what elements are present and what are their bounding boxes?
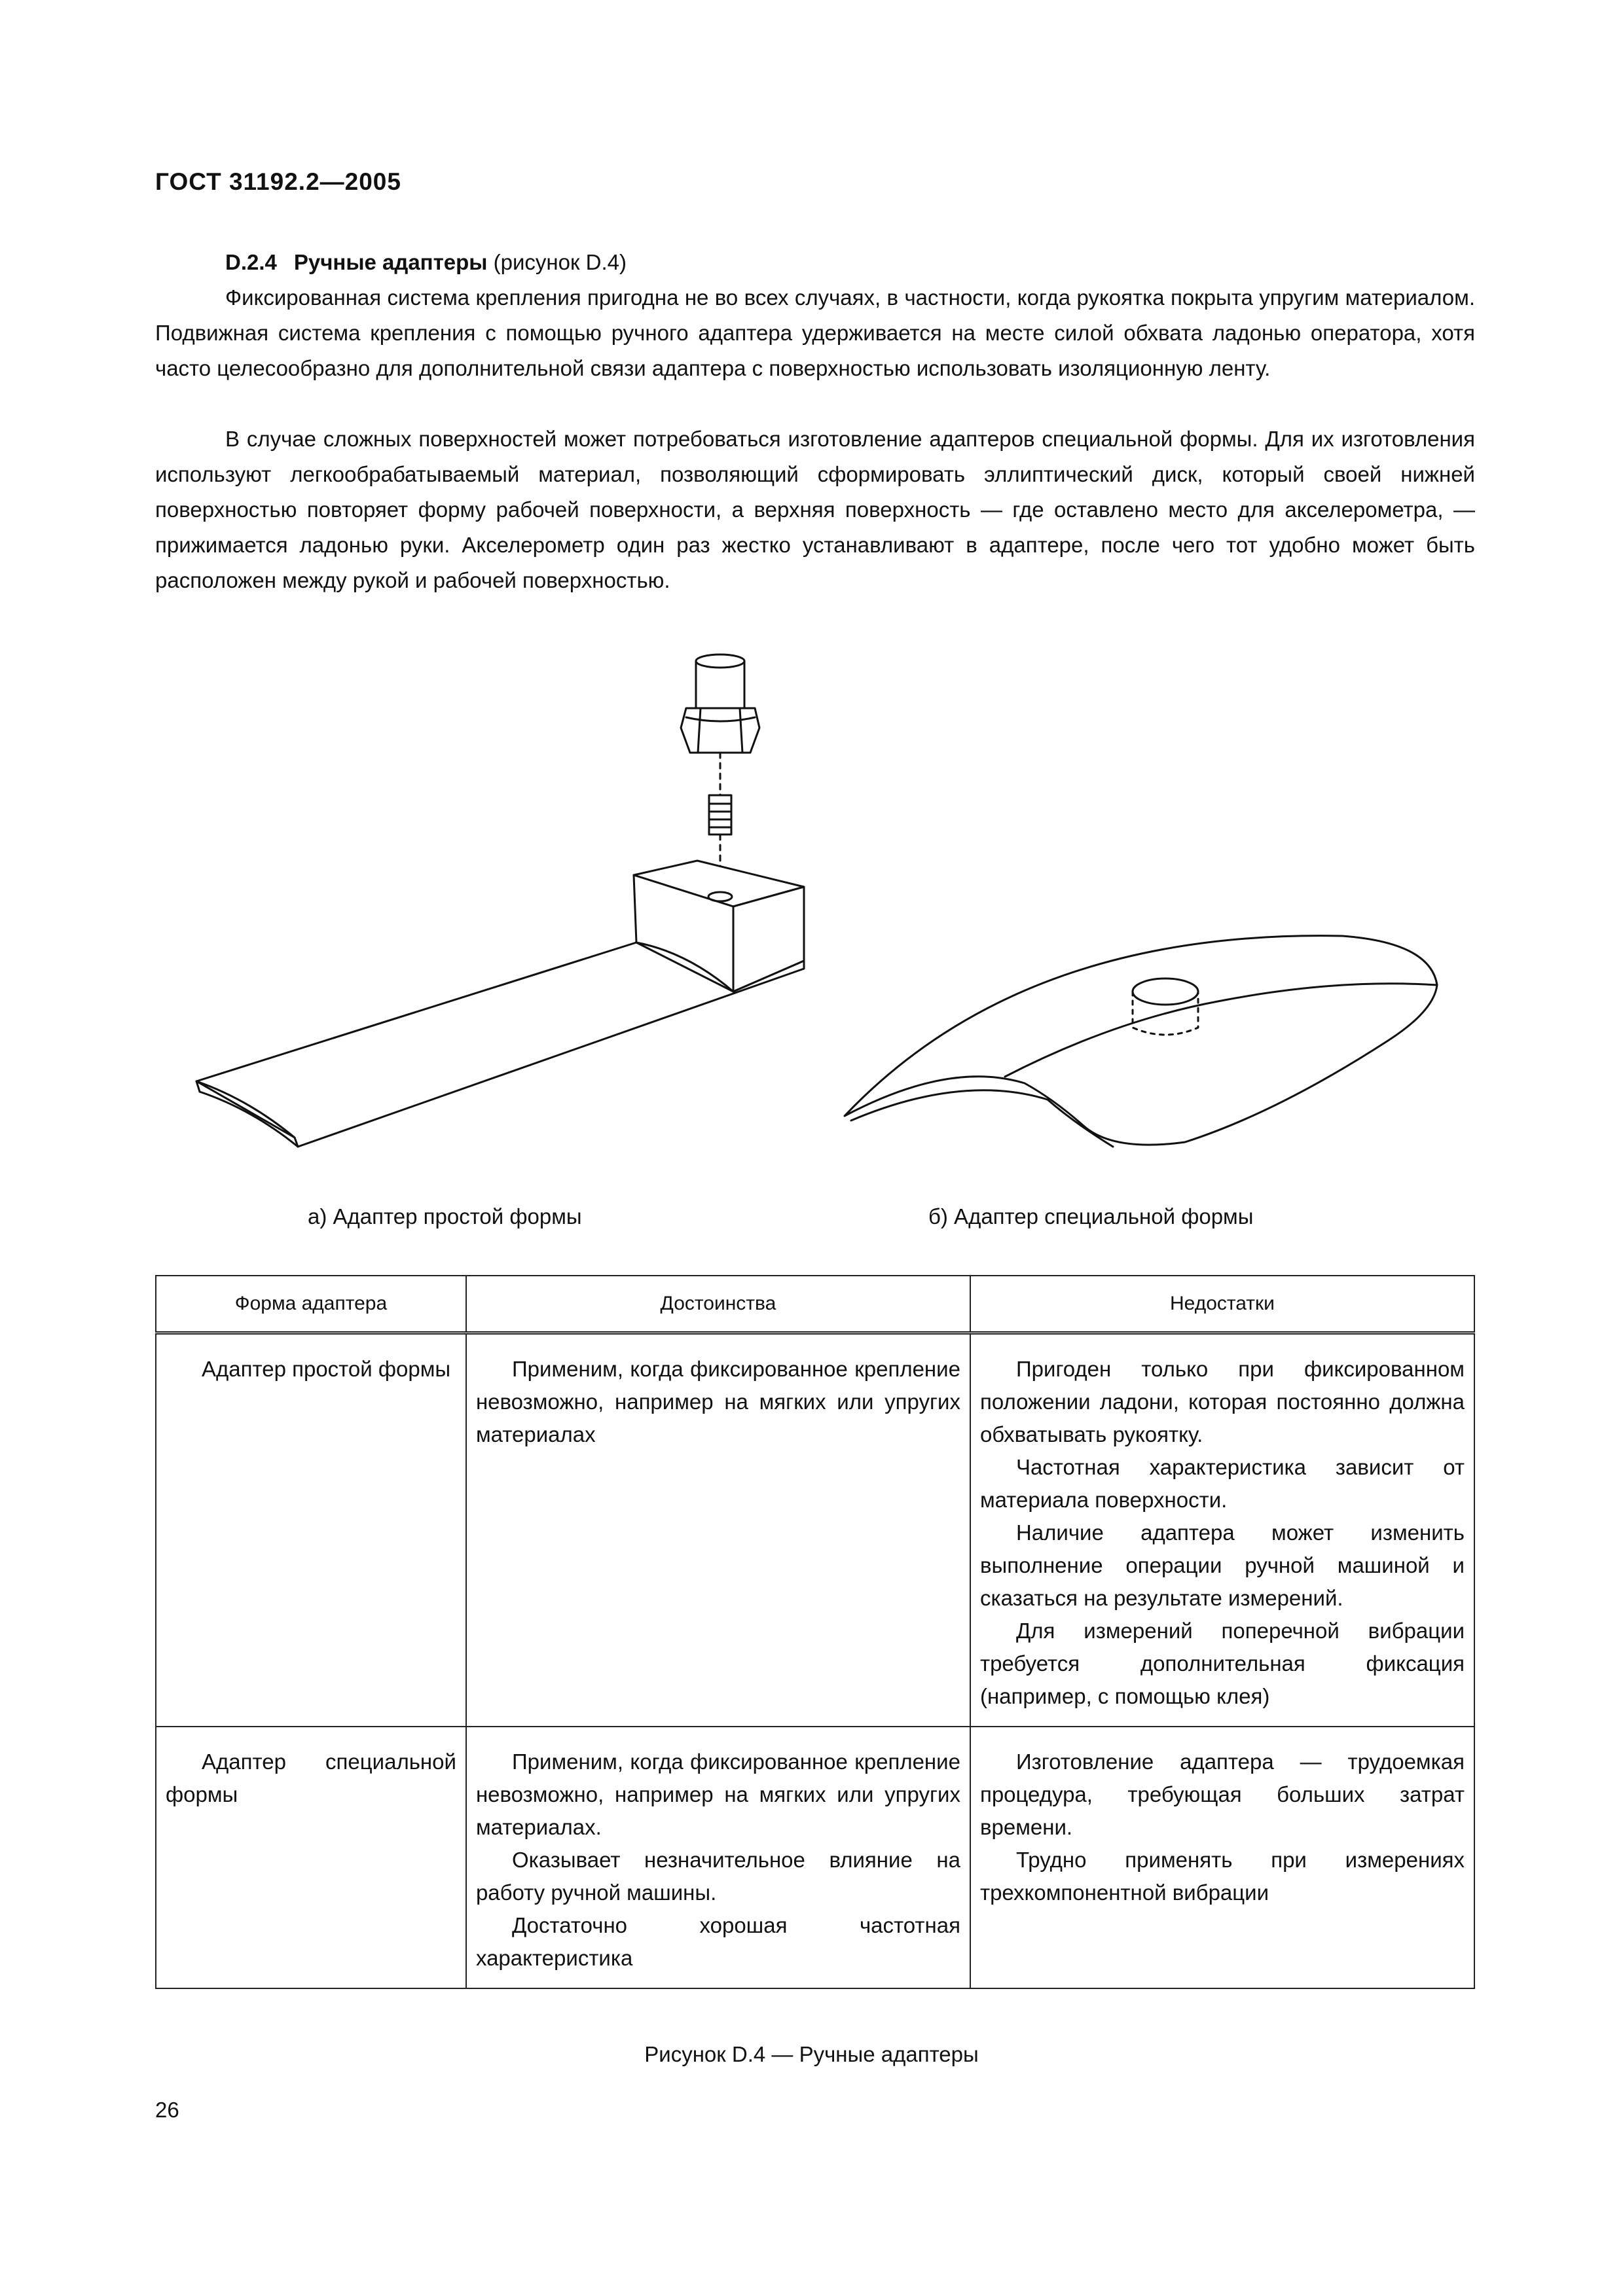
document-header: ГОСТ 31192.2—2005 <box>155 168 401 195</box>
pros-cell <box>466 1333 970 1727</box>
cons-text: Для измерений поперечной вибрации требуется дополнительная фиксация (например, с помощью клея) <box>979 1619 1465 1708</box>
pros-cell <box>466 1727 970 1988</box>
cons-text: Наличие адаптера может изменить выполнение операции ручной машиной и сказаться на результате измерений. <box>979 1520 1465 1610</box>
table-header-row <box>156 1276 1474 1333</box>
paragraph: В случае сложных поверхностей может потребоваться изготовление адаптеров специальной формы. Для их изготовления используют легкообрабатываемый материал, позволяющий сформировать эллиптический диск, который своей нижней поверхностью повторяет форму рабочей поверхности, а верхняя поверхность — где оставлено место для акселерометра, — прижимается ладонью руки. Акселерометр один раз жестко устанавливают в адаптере, после чего тот удобно может быть расположен между рукой и рабочей поверхностью. <box>155 427 1475 592</box>
section-title: Ручные адаптеры <box>293 250 488 274</box>
pros-text: Применим, когда фиксированное крепление невозможно, например на мягких или упругих материалах. <box>475 1749 960 1839</box>
section-heading <box>225 250 627 275</box>
section-number: D.2.4 <box>225 250 277 274</box>
pros-text: Применим, когда фиксированное крепление невозможно, например на мягких или упругих материалах <box>475 1357 960 1446</box>
form-cell <box>156 1333 466 1727</box>
adapters-table <box>155 1275 1475 1989</box>
cons-text: Пригоден только при фиксированном положении ладони, которая постоянно должна обхватывать рукоятку. <box>979 1357 1465 1446</box>
cons-cell <box>970 1727 1474 1988</box>
simple-adapter-drawing <box>196 655 804 1147</box>
form-cell <box>156 1727 466 1988</box>
table-row <box>156 1333 1474 1727</box>
adapter-figure <box>0 628 1623 1165</box>
cons-text: Частотная характеристика зависит от материала поверхности. <box>979 1455 1465 1512</box>
cons-text: Изготовление адаптера — трудоемкая процедура, требующая больших затрат времени. <box>979 1749 1465 1839</box>
header-pros: Достоинства <box>466 1276 970 1333</box>
page-number: 26 <box>155 2098 179 2122</box>
header-form: Форма адаптера <box>156 1276 466 1333</box>
section-figure-ref: (рисунок D.4) <box>493 250 627 274</box>
cons-cell <box>970 1333 1474 1727</box>
paragraph: Фиксированная система крепления пригодна не во всех случаях, в частности, когда рукоятка покрыта упругим материалом. Подвижная система крепления с помощью ручного адаптера удерживается на месте силой обхвата ладонью оператора, хотя часто целесообразно для дополнительной связи адаптера с поверхностью использовать изоляционную ленту. <box>155 285 1475 380</box>
pros-text: Достаточно хорошая частотная характеристика <box>475 1913 960 1970</box>
pros-text: Оказывает незначительное влияние на работу ручной машины. <box>475 1848 960 1905</box>
figure-caption-a: а) Адаптер простой формы <box>308 1204 582 1229</box>
header-cons: Недостатки <box>970 1276 1474 1333</box>
figure-title: Рисунок D.4 — Ручные адаптеры <box>644 2042 979 2066</box>
form-text: Адаптер простой формы <box>202 1357 451 1381</box>
special-adapter-drawing <box>845 936 1437 1147</box>
cons-text: Трудно применять при измерениях трехкомпонентной вибрации <box>979 1848 1465 1905</box>
table-row <box>156 1727 1474 1988</box>
figure-caption-b: б) Адаптер специальной формы <box>928 1204 1254 1229</box>
form-text: Адаптер специальной формы <box>166 1749 456 1806</box>
